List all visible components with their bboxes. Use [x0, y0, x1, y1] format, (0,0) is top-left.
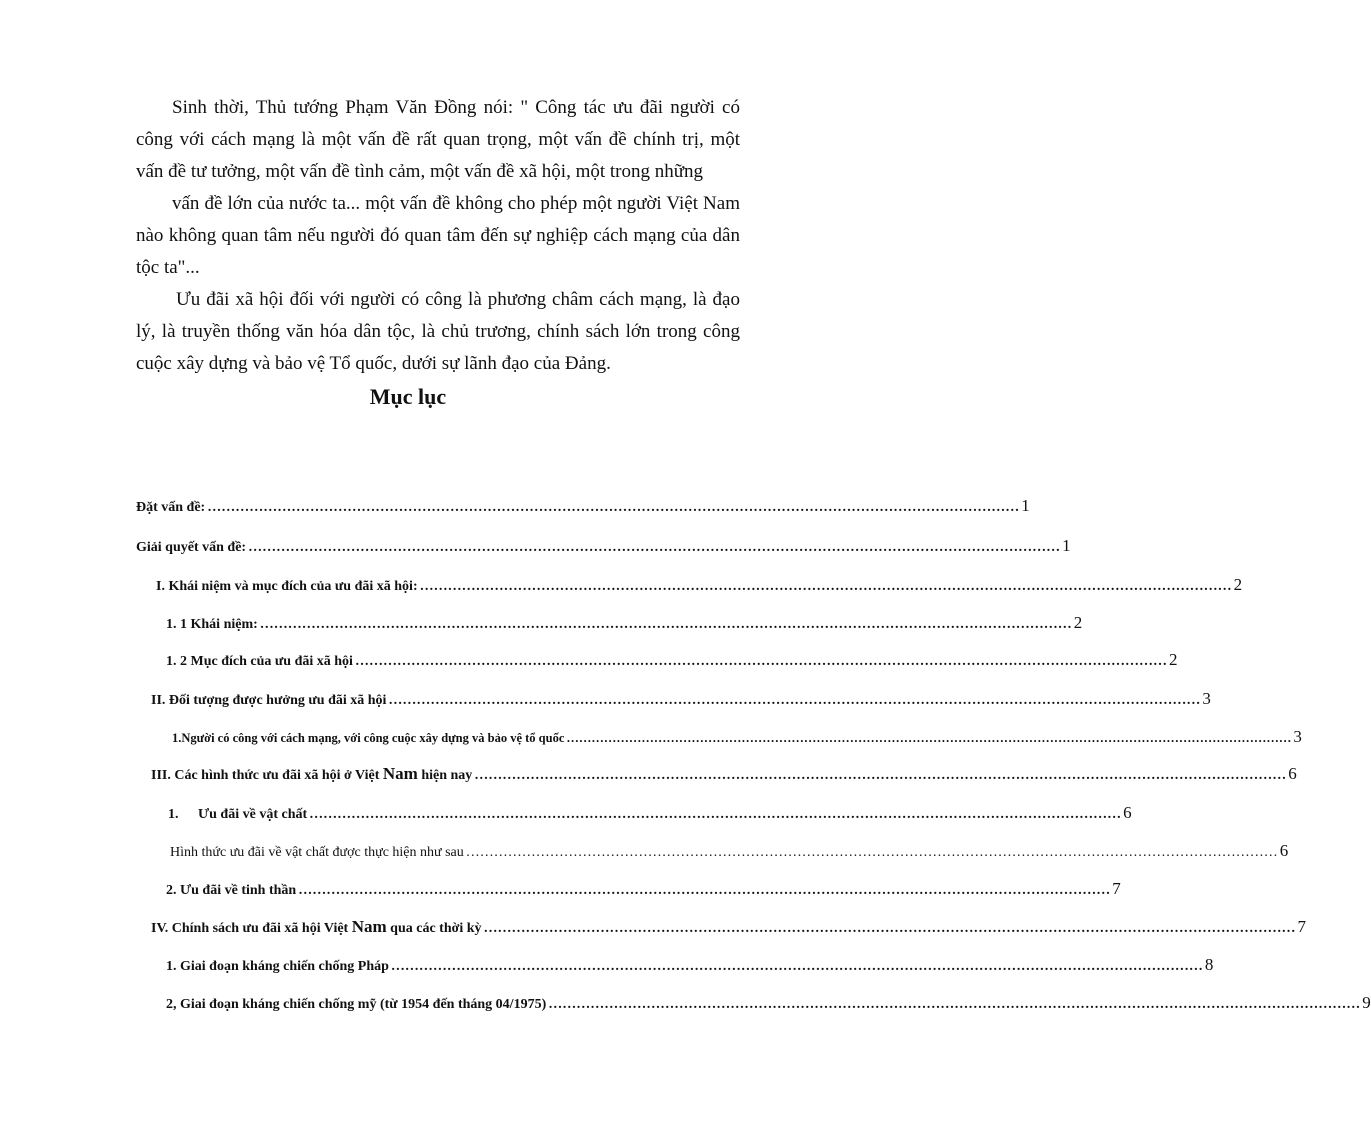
toc-entry-label: II. Đối tượng được hưởng ưu đãi xã hội: [151, 693, 387, 708]
toc-entry-label: [151, 917, 482, 937]
toc-entry-label: I. Khái niệm và mục đích của ưu đãi xã hội:: [156, 579, 418, 594]
toc-leader-dots: …………………………………………………………………………………………………………………………………………………………: [483, 921, 1296, 936]
toc-entry-1-1-khai-niem[interactable]: [166, 613, 1083, 633]
toc-label-part: Ưu đãi về vật chất: [198, 807, 308, 822]
toc-label-part: III. Các hình thức ưu đãi xã hội ở Việt: [151, 768, 383, 783]
toc-entry-section-i[interactable]: [156, 575, 1243, 595]
toc-leader-dots: …………………………………………………………………………………………………………………………………………………………: [566, 731, 1292, 745]
intro-paragraph-1: Sinh thời, Thủ tướng Phạm Văn Đồng nói: " Công tác ưu đãi người có công với cách mạng là một vấn đề rất quan trọng, một vấn đề chính trị, một vấn đề tư tưởng, một vấn đề tình cảm, một vấn đề xã hội, một trong những: [136, 97, 740, 182]
toc-page-number: 6: [1288, 764, 1297, 783]
toc-label-part: IV. Chính sách ưu đãi xã hội Việt: [151, 921, 352, 936]
toc-entry-nguoi-co-cong[interactable]: [172, 727, 1302, 747]
toc-leader-dots: …………………………………………………………………………………………………………………………………………………………: [465, 845, 1278, 860]
toc-leader-dots: …………………………………………………………………………………………………………………………………………………………: [248, 540, 1061, 555]
toc-entry-1-2-muc-dich[interactable]: [166, 650, 1178, 670]
toc-entry-section-iii[interactable]: [151, 764, 1297, 784]
toc-leader-dots: …………………………………………………………………………………………………………………………………………………………: [298, 883, 1111, 898]
toc-page-number: 2: [1073, 613, 1083, 632]
toc-leader-dots: …………………………………………………………………………………………………………………………………………………………: [548, 997, 1361, 1012]
toc-leader-dots: …………………………………………………………………………………………………………………………………………………………: [474, 768, 1287, 783]
toc-page-number: 1: [1021, 496, 1030, 515]
toc-page-number: 3: [1202, 689, 1211, 708]
toc-page-number: 2: [1233, 575, 1243, 594]
toc-leader-dots: …………………………………………………………………………………………………………………………………………………………: [207, 500, 1020, 515]
toc-page-number: 7: [1297, 917, 1307, 936]
toc-leader-dots: …………………………………………………………………………………………………………………………………………………………: [388, 693, 1201, 708]
toc-label-part: qua các thời kỳ: [386, 921, 482, 936]
toc-entry-uu-dai-vat-chat[interactable]: [168, 803, 1132, 823]
toc-label-part: Nam: [382, 764, 418, 783]
toc-entry-chong-my[interactable]: [166, 993, 1371, 1013]
toc-entry-label: 2, Giai đoạn kháng chiến chống mỹ (từ 1954 đến tháng 04/1975): [166, 997, 547, 1012]
toc-entry-label: 2. Ưu đãi về tinh thần: [166, 883, 297, 898]
toc-leader-dots: …………………………………………………………………………………………………………………………………………………………: [354, 654, 1167, 669]
toc-entry-label: 1. 1 Khái niệm:: [166, 617, 258, 632]
toc-entry-label: 1. 2 Mục đích của ưu đãi xã hội: [166, 654, 353, 669]
toc-page-number: 6: [1279, 841, 1289, 860]
toc-entry-label: [151, 764, 472, 784]
toc-label-part: hiện nay: [417, 768, 473, 783]
toc-entry-label: Giải quyết vấn đề:: [136, 540, 247, 555]
intro-paragraph-3: Ưu đãi xã hội đối với người có công là phương châm cách mạng, là đạo lý, là truyền thống văn hóa dân tộc, là chủ trương, chính sách lớn trong công cuộc xây dựng và bảo vệ Tổ quốc, dưới sự lãnh đạo của Đảng.: [136, 289, 740, 374]
toc-entry-label: Đặt vấn đề:: [136, 500, 206, 515]
toc-list-marker: 1.: [168, 807, 179, 822]
toc-leader-dots: …………………………………………………………………………………………………………………………………………………………: [259, 617, 1072, 632]
toc-entry-giai-quyet-van-de[interactable]: [136, 536, 1071, 556]
intro-paragraph-2: vấn đề lớn của nước ta... một vấn đề không cho phép một người Việt Nam nào không quan tâm nếu người đó quan tâm đến sự nghiệp cách mạng của dân tộc ta"...: [136, 193, 740, 278]
toc-leader-dots: …………………………………………………………………………………………………………………………………………………………: [419, 579, 1232, 594]
toc-entry-chong-phap[interactable]: [166, 955, 1214, 975]
toc-page-number: 2: [1168, 650, 1178, 669]
toc-page-number: 9: [1362, 993, 1371, 1012]
toc-entry-section-ii[interactable]: [151, 689, 1211, 709]
toc-entry-label: [168, 807, 307, 823]
toc-entry-label: 1. Giai đoạn kháng chiến chống Pháp: [166, 959, 389, 974]
toc-entry-label: 1.Người có công với cách mạng, với công cuộc xây dựng và bảo vệ tổ quốc: [172, 731, 565, 745]
toc-entry-hinh-thuc-vat-chat[interactable]: [170, 841, 1289, 861]
toc-label-part: Nam: [351, 917, 387, 936]
toc-page-number: 1: [1062, 536, 1071, 555]
toc-heading: Mục lục: [369, 384, 447, 409]
toc-entry-uu-dai-tinh-than[interactable]: [166, 879, 1121, 899]
toc-leader-dots: …………………………………………………………………………………………………………………………………………………………: [390, 959, 1203, 974]
toc-entry-section-iv[interactable]: [151, 917, 1307, 937]
toc-entry-dat-van-de[interactable]: [136, 496, 1030, 516]
toc-page-number: 3: [1293, 727, 1302, 746]
toc-leader-dots: …………………………………………………………………………………………………………………………………………………………: [309, 807, 1122, 822]
toc-entry-label: Hình thức ưu đãi về vật chất được thực hiện như sau: [170, 845, 464, 860]
toc-page-number: 8: [1204, 955, 1214, 974]
toc-page-number: 7: [1112, 879, 1121, 898]
toc-page-number: 6: [1123, 803, 1132, 822]
